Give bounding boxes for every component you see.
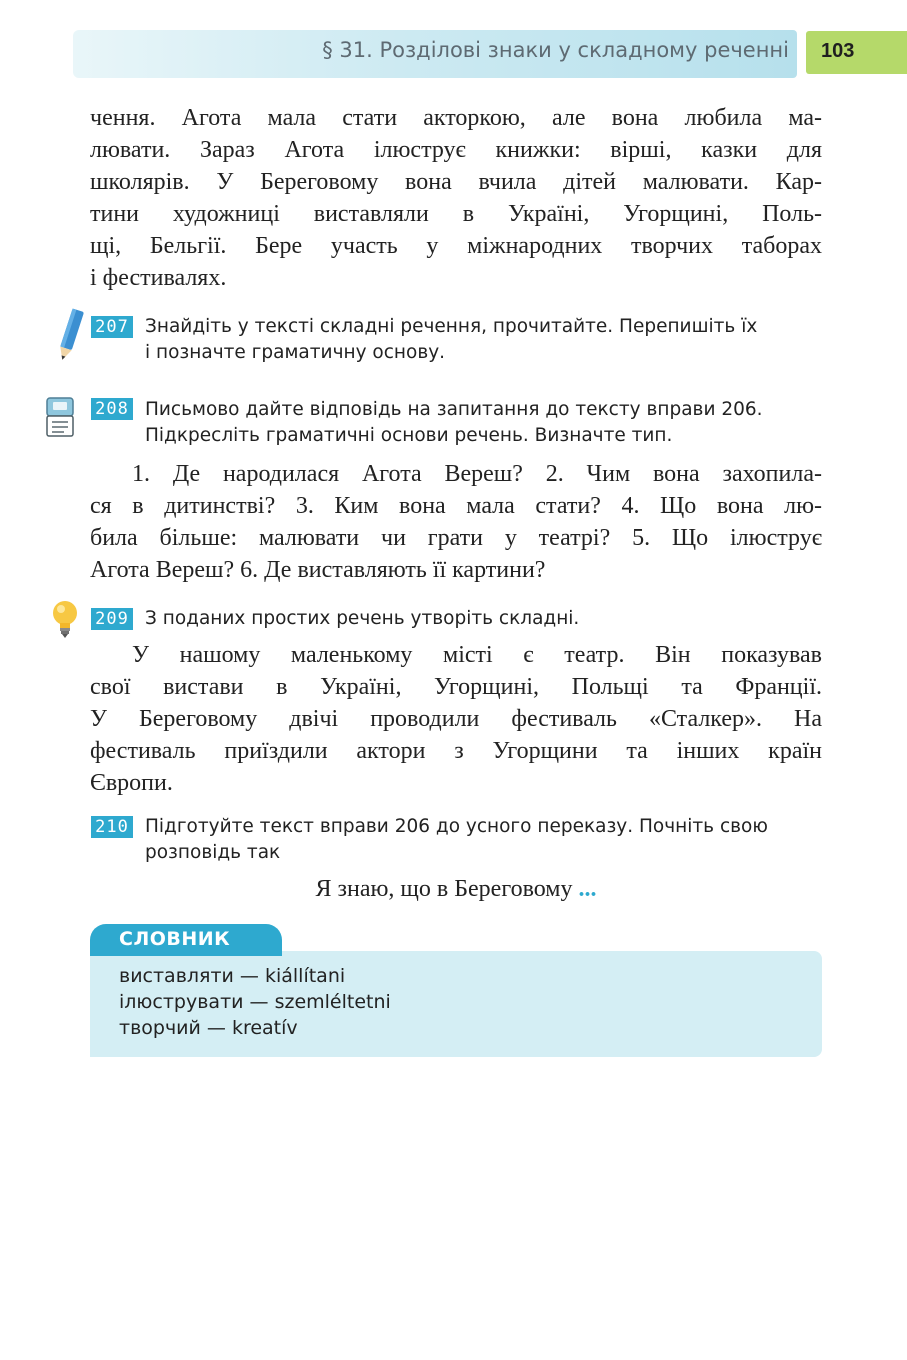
exercise-208-task bbox=[145, 397, 825, 449]
text-line: тини художниці виставляли в Україні, Угорщині, Поль- bbox=[90, 201, 822, 227]
vocabulary-entry: творчий — kreatív bbox=[119, 1017, 298, 1039]
task-line: Підкресліть граматичні основи речень. Визначте тип. bbox=[145, 425, 673, 446]
exercise-number-208: 208 bbox=[91, 398, 133, 420]
exercise-number-209: 209 bbox=[91, 608, 133, 630]
text-line: ся в дитинстві? 3. Ким вона мала стати? 4. Що вона лю- bbox=[90, 493, 822, 519]
text-line: і фестивалях. bbox=[90, 265, 227, 291]
page-number: 103 bbox=[821, 40, 855, 62]
vocabulary-entry: виставляти — kiállítani bbox=[119, 965, 346, 987]
exercise-209-text bbox=[90, 639, 822, 799]
text-line: У Береговому двічі проводили фестиваль «Сталкер». На bbox=[90, 706, 822, 732]
intro-paragraph bbox=[90, 102, 822, 294]
section-title: § 31. Розділові знаки у складному реченні bbox=[322, 38, 789, 62]
ellipsis: ... bbox=[578, 876, 597, 902]
task-line: Підготуйте текст вправи 206 до усного переказу. Почніть свою bbox=[145, 816, 768, 837]
exercise-207-task bbox=[145, 314, 825, 366]
vocabulary-title: СЛОВНИК bbox=[119, 928, 231, 950]
text-line: щі, Бельгії. Бере участь у міжнародних творчих таборах bbox=[90, 233, 822, 259]
task-line: розповідь так bbox=[145, 842, 281, 863]
exercise-number-210: 210 bbox=[91, 816, 133, 838]
text-line: 1. Де народилася Агота Вереш? 2. Чим вона захопила- bbox=[132, 461, 822, 487]
pencil-icon bbox=[52, 305, 88, 367]
exercise-209-task bbox=[145, 606, 825, 632]
task-line: Знайдіть у тексті складні речення, прочитайте. Перепишіть їх bbox=[145, 316, 758, 337]
exercise-210-task bbox=[145, 814, 825, 866]
text-line: била більше: малювати чи грати у театрі? 5. Що ілюструє bbox=[90, 525, 822, 551]
start-phrase-line bbox=[90, 876, 822, 903]
text-line: У нашому маленькому місті є театр. Він показував bbox=[132, 642, 822, 668]
start-phrase: Я знаю, що в Береговому bbox=[315, 876, 573, 902]
exercise-208-text bbox=[90, 458, 822, 586]
text-line: школярів. У Береговому вона вчила дітей малювати. Кар- bbox=[90, 169, 822, 195]
vocabulary-entry: ілюструвати — szemléltetni bbox=[119, 991, 391, 1013]
text-line: чення. Агота мала стати акторкою, але вона любила ма- bbox=[90, 105, 822, 131]
exercise-number-207: 207 bbox=[91, 316, 133, 338]
text-line: Агота Вереш? 6. Де виставляють її картини? bbox=[90, 557, 546, 583]
task-line: Письмово дайте відповідь на запитання до тексту вправи 206. bbox=[145, 399, 763, 420]
text-line: свої вистави в Україні, Угорщині, Польщі та Франції. bbox=[90, 674, 822, 700]
task-line: і позначте граматичну основу. bbox=[145, 342, 446, 363]
text-line: фестиваль приїздили актори з Угорщини та інших країн bbox=[90, 738, 822, 764]
task-line: З поданих простих речень утворіть складні. bbox=[145, 608, 580, 629]
lightbulb-icon bbox=[48, 598, 82, 640]
notebook-icon bbox=[44, 396, 76, 440]
text-line: Європи. bbox=[90, 770, 173, 796]
text-line: лювати. Зараз Агота ілюструє книжки: вірші, казки для bbox=[90, 137, 822, 163]
